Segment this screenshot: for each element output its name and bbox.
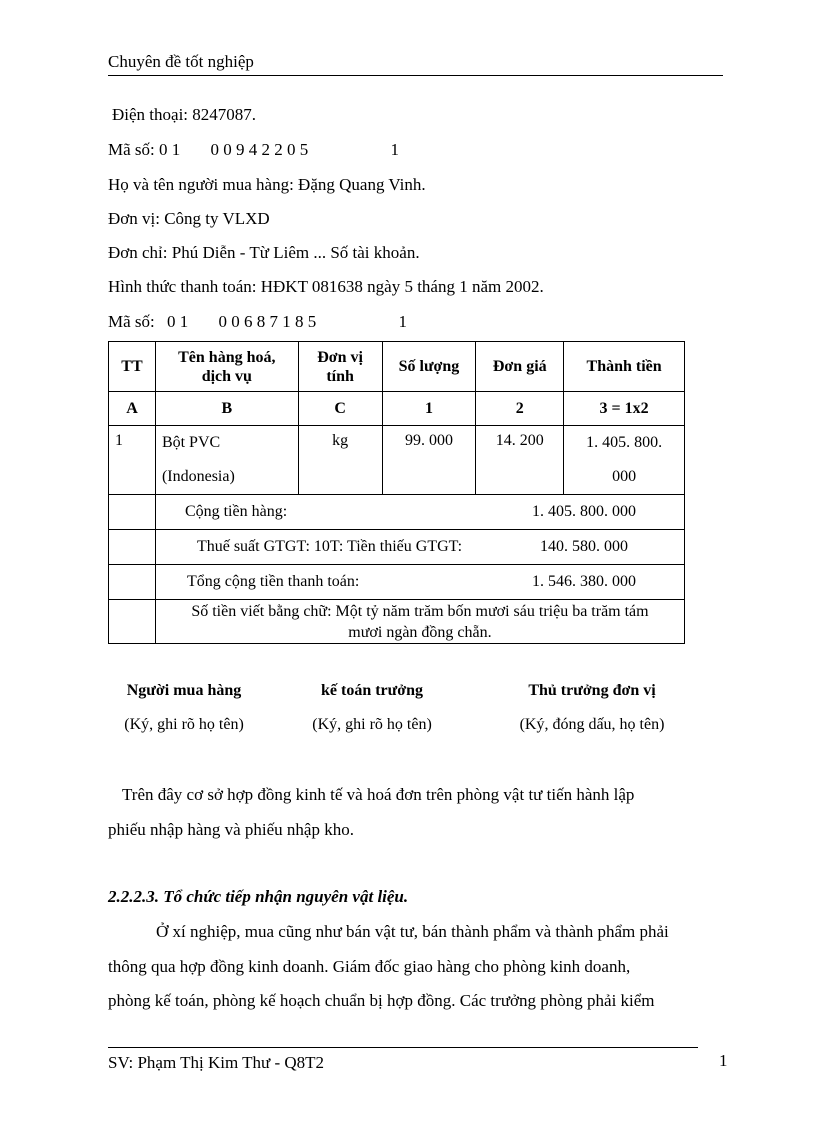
- unit-line: Đơn vị: Công ty VLXD: [108, 209, 270, 228]
- paragraph-2-line-2: thông qua hợp đồng kinh doanh. Giám đốc giao hàng cho phòng kinh doanh,: [108, 957, 631, 976]
- paragraph-1-line-1: Trên đây cơ sở hợp đồng kinh tế và hoá đơn trên phòng vật tư tiến hành lập: [122, 785, 635, 804]
- signature-title-director: Thủ trưởng đơn vị: [528, 682, 656, 699]
- row-amount-line2: 000: [612, 468, 637, 485]
- code-a: A: [109, 392, 156, 426]
- vat-label: Thuế suất GTGT: 10T: Tiền thiếu GTGT:: [196, 538, 463, 555]
- footer-author: SV: Phạm Thị Kim Thư - Q8T2: [108, 1053, 325, 1072]
- tax-code-line-2: [108, 312, 407, 332]
- address-line: Đơn chỉ: Phú Diễn - Từ Liêm ... Số tài khoản.: [108, 243, 420, 262]
- footer-divider: [108, 1047, 698, 1048]
- row-name-line1: Bột PVC: [161, 434, 221, 451]
- code-1: 1: [382, 392, 476, 426]
- buyer-line: Họ và tên người mua hàng: Đặng Quang Vinh.: [108, 175, 426, 194]
- paragraph-1-line-2: phiếu nhập hàng và phiếu nhập kho.: [108, 820, 354, 839]
- table-row: [109, 426, 685, 495]
- paragraph-2-line-1: Ở xí nghiệp, mua cũng như bán vật tư, bán thành phẩm và thành phẩm phải: [156, 922, 669, 941]
- total-label: Tổng cộng tiền thanh toán:: [186, 573, 360, 590]
- subtotal-row: [109, 495, 685, 530]
- col-header-price: Đơn giá: [476, 342, 564, 392]
- subtotal-label: Cộng tiền hàng:: [184, 503, 288, 520]
- tax-code-2-part-a: 0 1: [167, 312, 189, 331]
- col-header-qty: Số lượng: [382, 342, 476, 392]
- page-header-title: Chuyên đề tốt nghiệp: [108, 52, 254, 71]
- table-header-row: [109, 342, 685, 392]
- page-number: 1: [719, 1051, 728, 1070]
- header-divider: [108, 75, 723, 76]
- row-qty: 99. 000: [382, 426, 476, 495]
- tax-code-part-c: 1: [390, 140, 399, 159]
- tax-code-line-1: [108, 140, 399, 160]
- amount-in-words: Số tiền viết bằng chữ: Một tỷ năm trăm bốn mươi sáu triệu ba trăm tám mươi ngàn đồng chẵn.: [155, 600, 684, 644]
- row-tt: 1: [109, 426, 156, 495]
- signature-title-accountant: kế toán trưởng: [320, 682, 423, 699]
- vat-row: [109, 530, 685, 565]
- row-name: [155, 426, 298, 495]
- section-heading: 2.2.2.3. Tổ chức tiếp nhận nguyên vật liệu.: [108, 887, 409, 906]
- row-price: 14. 200: [476, 426, 564, 495]
- tax-code-2-part-c: 1: [398, 312, 407, 331]
- total-row: [109, 565, 685, 600]
- signature-note-director: (Ký, đóng dấu, họ tên): [519, 716, 665, 733]
- code-c: C: [298, 392, 382, 426]
- col-header-tt: TT: [109, 342, 156, 392]
- paragraph-2-line-3: phòng kế toán, phòng kế hoạch chuẩn bị hợp đồng. Các trưởng phòng phải kiểm: [108, 991, 655, 1010]
- tax-code-part-b: 0 0 9 4 2 2 0 5: [210, 140, 309, 159]
- col-header-unit: Đơn vị tính: [298, 342, 382, 392]
- signature-note-accountant: (Ký, ghi rõ họ tên): [312, 716, 432, 733]
- invoice-table: [108, 341, 685, 644]
- words-row: [109, 600, 685, 644]
- code-2: 2: [476, 392, 564, 426]
- tax-code-part-a: 0 1: [159, 140, 181, 159]
- row-unit: kg: [298, 426, 382, 495]
- col-header-amount: Thành tiền: [564, 342, 685, 392]
- signature-title-buyer: Người mua hàng: [126, 682, 242, 699]
- row-amount-line1: 1. 405. 800.: [586, 434, 663, 451]
- row-name-line2: (Indonesia): [161, 468, 235, 485]
- tax-code-2-part-b: 0 0 6 8 7 1 8 5: [218, 312, 317, 331]
- col-header-name: Tên hàng hoá, dịch vụ: [155, 342, 298, 392]
- payment-line: Hình thức thanh toán: HĐKT 081638 ngày 5 tháng 1 năm 2002.: [108, 277, 544, 296]
- subtotal-value: 1. 405. 800. 000: [531, 503, 636, 520]
- tax-code-label-2: Mã số:: [108, 312, 155, 331]
- row-amount: [564, 426, 685, 495]
- tax-code-label: Mã số:: [108, 140, 155, 159]
- table-code-row: [109, 392, 685, 426]
- code-3: 3 = 1x2: [564, 392, 685, 426]
- code-b: B: [155, 392, 298, 426]
- signature-note-buyer: (Ký, ghi rõ họ tên): [124, 716, 244, 733]
- vat-value: 140. 580. 000: [539, 538, 628, 555]
- total-value: 1. 546. 380. 000: [531, 573, 636, 590]
- phone-line: Điện thoại: 8247087.: [112, 105, 257, 124]
